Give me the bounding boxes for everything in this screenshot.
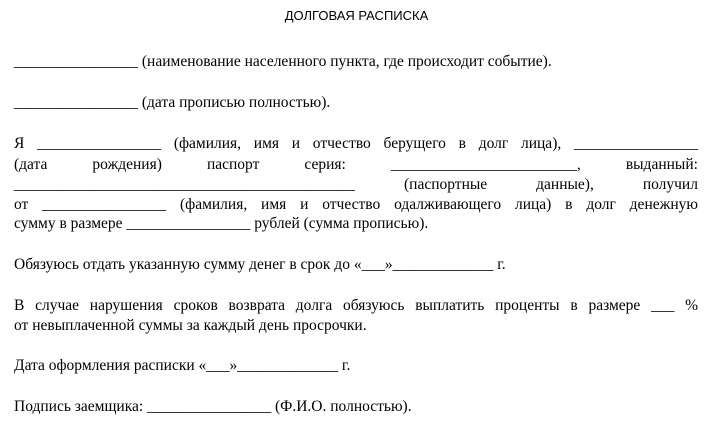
justified-word: проценты [495, 297, 560, 314]
justified-word: выплатить [415, 297, 485, 314]
borrower-line-2 [14, 154, 698, 175]
justified-word: нарушения [89, 297, 163, 314]
justified-word: долг [586, 196, 616, 213]
justified-word: и [300, 196, 309, 213]
justified-word: паспорт [206, 156, 260, 173]
justified-word: сроков [173, 297, 218, 314]
borrower-line-1 [14, 133, 698, 154]
justified-word: долг [478, 135, 509, 152]
justified-word: лица), [520, 135, 562, 152]
justified-word: выданный: [625, 156, 698, 173]
justified-word: обязуюсь [342, 297, 405, 314]
justified-word: размере [588, 297, 641, 314]
date-line: ________________ (дата прописью полностью). [14, 94, 331, 111]
justified-word: ____________________________________________ [14, 176, 355, 193]
justified-word: % [685, 297, 698, 314]
justified-word: получил [642, 176, 698, 193]
justified-word: (паспортные [403, 176, 488, 193]
justified-word: в [565, 196, 573, 213]
justified-word: В [14, 297, 25, 314]
justified-word: ________________ [42, 196, 167, 213]
justified-word: рождения) [92, 156, 162, 173]
justified-word: Я [14, 135, 25, 152]
justified-word: имя [253, 135, 280, 152]
justified-word: ________________________, [390, 156, 581, 173]
justified-word: ___ [651, 297, 675, 314]
settlement-line: ________________ (наименование населенного пункта, где происходит событие). [14, 53, 552, 70]
borrower-line-5: сумму в размере ________________ рублей (сумма прописью). [14, 215, 429, 232]
justified-word: отчество [312, 135, 371, 152]
borrower-line-4 [14, 194, 698, 215]
justified-word: денежную [629, 196, 698, 213]
justified-word: отчество [322, 196, 381, 213]
borrower-line-3 [14, 174, 698, 195]
justified-word: берущего [383, 135, 446, 152]
justified-word: серия: [304, 156, 346, 173]
document-title: ДОЛГОВАЯ РАСПИСКА [284, 8, 429, 23]
justified-word: (дата [14, 156, 48, 173]
penalty-line-1 [14, 295, 698, 316]
justified-word: в [570, 297, 578, 314]
justified-word: имя [261, 196, 287, 213]
justified-word: возврата [228, 297, 286, 314]
issue-date-line: Дата оформления расписки «___»_____________ г. [14, 357, 351, 374]
signature-line: Подпись заемщика: ________________ (Ф.И.О. полностью). [14, 398, 412, 415]
repayment-line: Обязуюсь отдать указанную сумму денег в срок до «___»_____________ г. [14, 256, 506, 273]
justified-word: одалживающего [394, 196, 502, 213]
justified-word: лица) [514, 196, 552, 213]
justified-word: случае [35, 297, 80, 314]
justified-word: (фамилия, [173, 135, 242, 152]
justified-word: и [291, 135, 301, 152]
justified-word: (фамилия, [179, 196, 248, 213]
justified-word: долга [295, 297, 333, 314]
penalty-line-2: от невыплаченной суммы за каждый день просрочки. [14, 317, 367, 334]
justified-word: в [458, 135, 466, 152]
justified-word: ________________ [37, 135, 162, 152]
justified-word: от [14, 196, 29, 213]
justified-word: ________________ [573, 135, 698, 152]
justified-word: данные), [536, 176, 594, 193]
